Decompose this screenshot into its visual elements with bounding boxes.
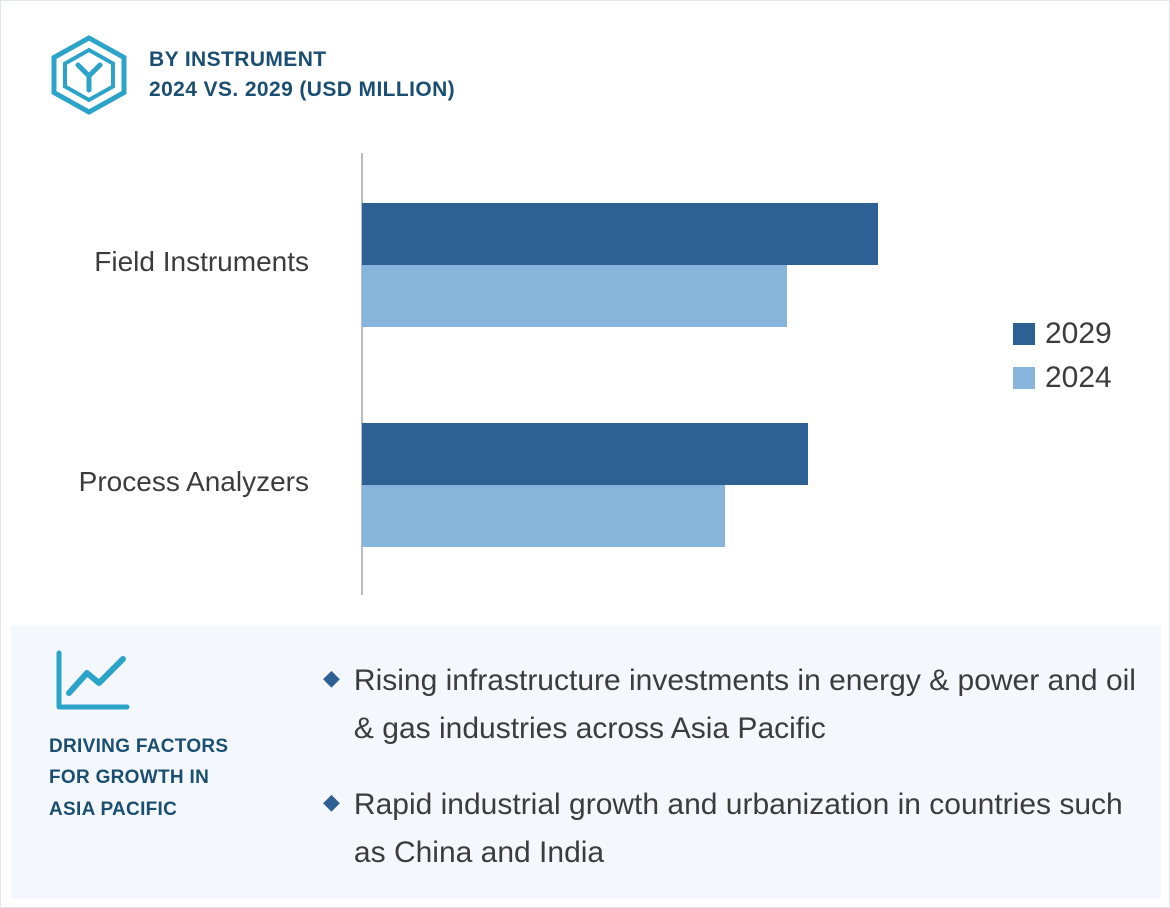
bar-chart xyxy=(1,131,1170,621)
footer-caption-line-3: ASIA PACIFIC xyxy=(49,798,178,820)
legend-swatch-2024 xyxy=(1013,367,1035,389)
legend-item-2029 xyxy=(1013,319,1112,349)
chart-legend xyxy=(1013,319,1112,407)
driving-factor-2: Rapid industrial growth and urbanization in countries such as China and India xyxy=(353,788,1123,869)
footer-caption-line-1: DRIVING FACTORS xyxy=(49,736,229,757)
list-item xyxy=(323,781,1147,877)
header-line-1: BY INSTRUMENT xyxy=(149,47,327,71)
header xyxy=(47,33,455,117)
line-chart-icon xyxy=(53,649,131,713)
driving-factors-list xyxy=(323,657,1147,905)
legend-label-2029: 2029 xyxy=(1045,317,1112,350)
bar-field-instruments-2024 xyxy=(362,265,787,327)
header-title xyxy=(149,45,455,106)
bar-process-analyzers-2024 xyxy=(362,485,725,547)
diamond-bullet-icon: ◆ xyxy=(323,789,340,814)
footer-caption xyxy=(49,731,299,825)
bar-process-analyzers-2029 xyxy=(362,423,808,485)
category-label-field-instruments: Field Instruments xyxy=(94,246,309,277)
diamond-bullet-icon: ◆ xyxy=(323,665,340,690)
header-line-2: 2024 VS. 2029 (USD MILLION) xyxy=(149,78,456,101)
list-item xyxy=(323,657,1147,753)
bar-field-instruments-2029 xyxy=(362,203,878,265)
category-label-process-analyzers: Process Analyzers xyxy=(78,466,309,497)
legend-swatch-2029 xyxy=(1013,323,1035,345)
legend-label-2024: 2024 xyxy=(1045,361,1112,394)
hexagon-y-icon xyxy=(47,33,131,117)
footer-caption-line-2: FOR GROWTH IN xyxy=(49,767,210,789)
driving-factor-1: Rising infrastructure investments in energy & power and oil & gas industries across Asia Pacific xyxy=(353,664,1136,745)
legend-item-2024 xyxy=(1013,363,1112,393)
footer-caption-block xyxy=(49,649,299,825)
footer-panel xyxy=(11,625,1161,899)
